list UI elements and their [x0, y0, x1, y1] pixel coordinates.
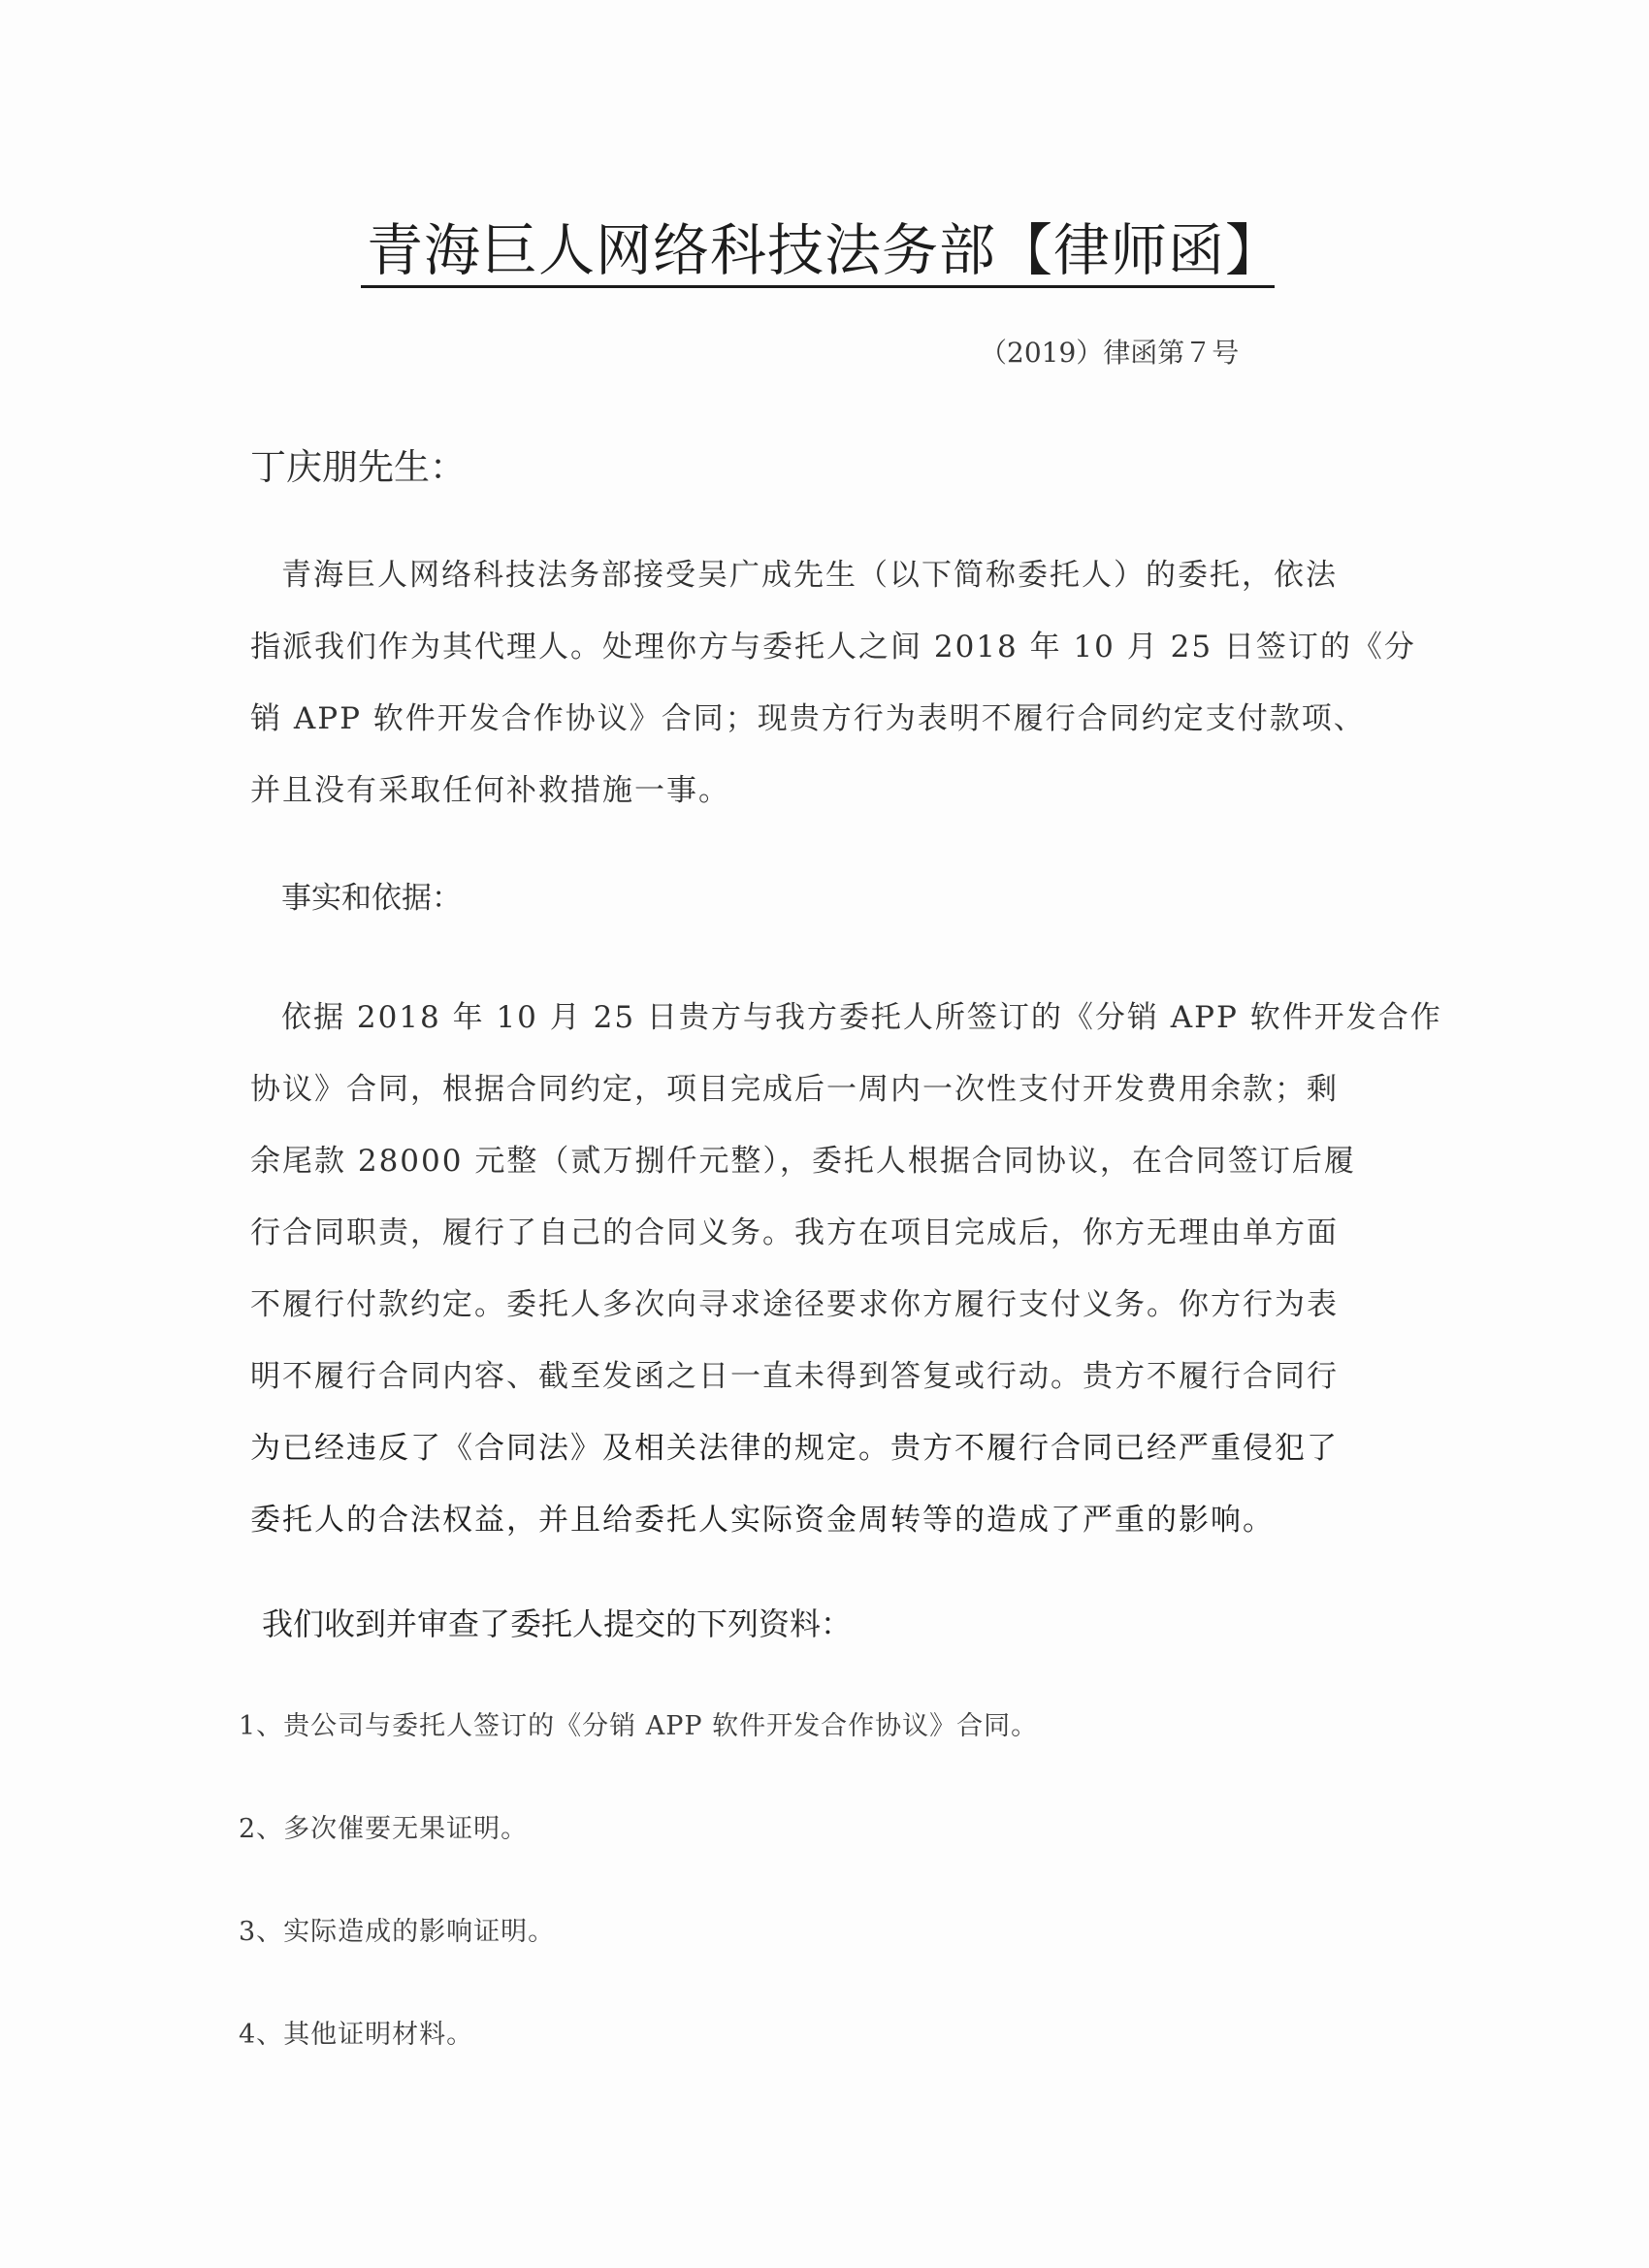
- paragraph-line: 行合同职责，履行了自己的合同义务。我方在项目完成后，你方无理由单方面: [250, 1215, 1339, 1250]
- paragraph-line: 协议》合同，根据合同约定，项目完成后一周内一次性支付开发费用余款；剩: [250, 1072, 1339, 1107]
- paragraph-line: 不履行付款约定。委托人多次向寻求途径要求你方履行支付义务。你方行为表: [250, 1287, 1339, 1322]
- materials-list: [239, 1709, 1403, 2121]
- list-item: 3、实际造成的影响证明。: [239, 1917, 556, 1947]
- document-number: （2019）律函第７号: [980, 337, 1240, 369]
- list-item: 2、多次催要无果证明。: [239, 1814, 529, 1844]
- paragraph-line: 青海巨人网络科技法务部接受吴广成先生（以下简称委托人）的委托，依法: [281, 558, 1338, 593]
- letter-title: 青海巨人网络科技法务部【律师函】: [366, 217, 1282, 283]
- materials-heading: 我们收到并审查了委托人提交的下列资料：: [262, 1605, 853, 1642]
- paragraph-line: 明不履行合同内容、截至发函之日一直未得到答复或行动。贵方不履行合同行: [250, 1359, 1339, 1394]
- paragraph-line: 并且没有采取任何补救措施一事。: [250, 773, 730, 808]
- title-underline: [361, 285, 1275, 288]
- paragraph-line: 委托人的合法权益，并且给委托人实际资金周转等的造成了严重的影响。: [250, 1503, 1275, 1538]
- facts-paragraph: [250, 982, 1442, 1556]
- paragraph-line: 为已经违反了《合同法》及相关法律的规定。贵方不履行合同已经严重侵犯了: [250, 1431, 1339, 1466]
- paragraph-line: 余尾款 28000 元整（贰万捌仟元整），委托人根据合同协议，在合同签订后履: [250, 1144, 1356, 1179]
- paragraph-line: 指派我们作为其代理人。处理你方与委托人之间 2018 年 10 月 25 日签订的《分: [250, 630, 1416, 664]
- salutation: 丁庆朋先生：: [250, 446, 466, 488]
- facts-heading: 事实和依据：: [281, 881, 462, 916]
- paragraph-line: 销 APP 软件开发合作协议》合同；现贵方行为表明不履行合同约定支付款项、: [250, 701, 1366, 736]
- list-item: 4、其他证明材料。: [239, 2020, 474, 2050]
- intro-paragraph: [250, 539, 1416, 826]
- paragraph-line: 依据 2018 年 10 月 25 日贵方与我方委托人所签订的《分销 APP 软件开发合作: [281, 1000, 1442, 1035]
- list-item: 1、贵公司与委托人签订的《分销 APP 软件开发合作协议》合同。: [239, 1711, 1039, 1741]
